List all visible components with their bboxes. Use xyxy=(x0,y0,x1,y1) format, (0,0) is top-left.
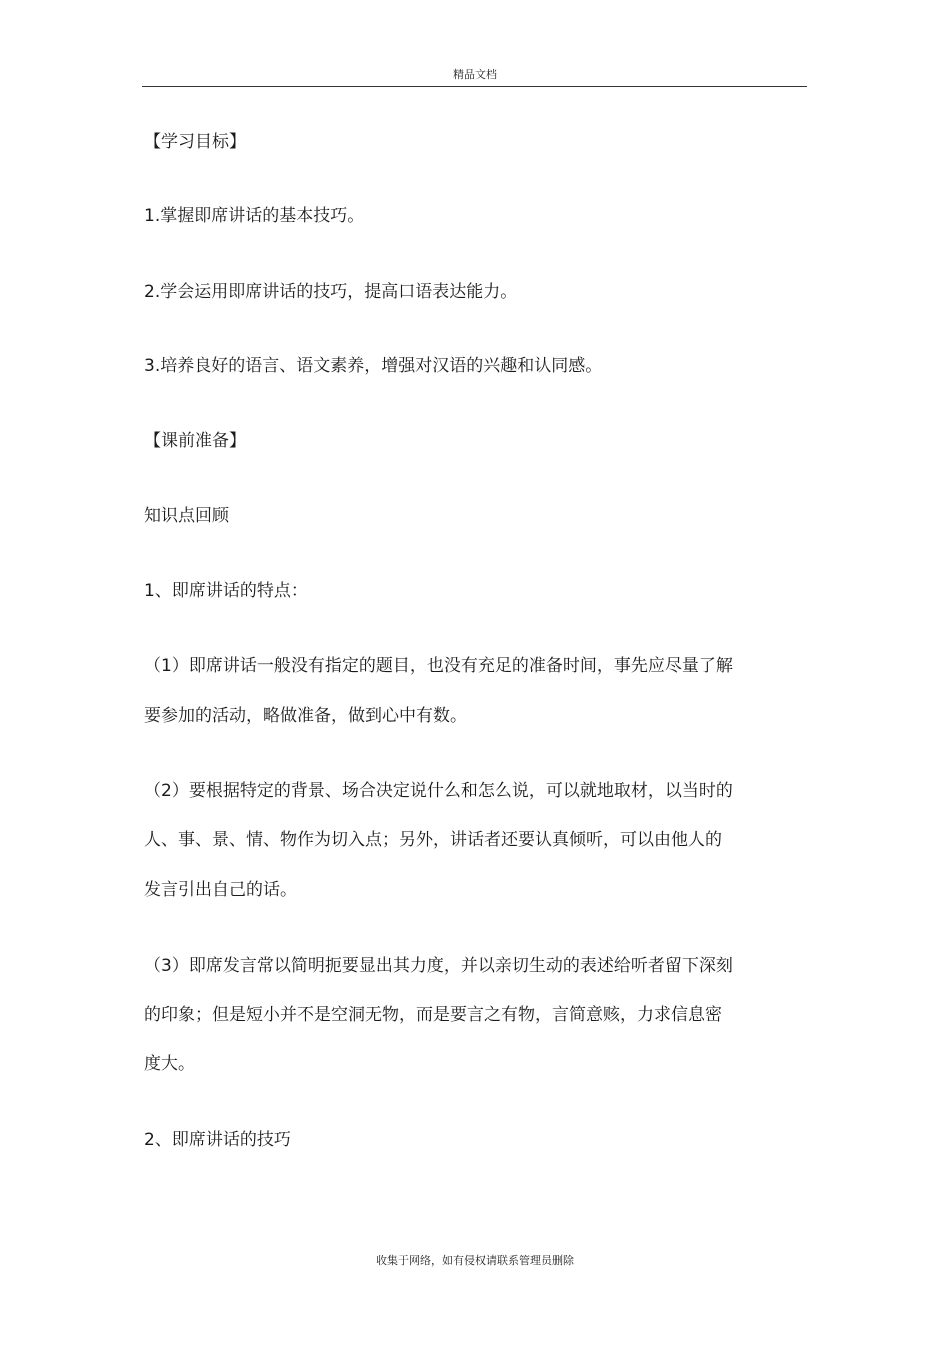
subheading-knowledge-review: 知识点回顾 xyxy=(144,506,229,526)
paragraph-line: （3）即席发言常以简明扼要显出其力度，并以亲切生动的表述给听者留下深刻 xyxy=(144,956,733,976)
goal-item-3: 3.培养良好的语言、语文素养，增强对汉语的兴趣和认同感。 xyxy=(144,356,603,376)
point-1-heading: 1、即席讲话的特点： xyxy=(144,581,308,601)
paragraph-line: 人、事、景、情、物作为切入点；另外，讲话者还要认真倾听，可以由他人的 xyxy=(144,830,722,850)
paragraph-line: 发言引出自己的话。 xyxy=(144,880,297,900)
header-divider xyxy=(142,86,807,87)
paragraph-line: （1）即席讲话一般没有指定的题目，也没有充足的准备时间，事先应尽量了解 xyxy=(144,656,733,676)
paragraph-line: 度大。 xyxy=(144,1054,195,1074)
goal-item-2: 2.学会运用即席讲话的技巧，提高口语表达能力。 xyxy=(144,282,518,302)
point-2-heading: 2、即席讲话的技巧 xyxy=(144,1130,291,1150)
page-footer: 收集于网络，如有侵权请联系管理员删除 xyxy=(376,1254,574,1267)
header-title: 精品文档 xyxy=(453,68,497,81)
paragraph-line: 的印象；但是短小并不是空洞无物，而是要言之有物，言简意赅，力求信息密 xyxy=(144,1005,722,1025)
paragraph-line: 要参加的活动，略做准备，做到心中有数。 xyxy=(144,706,467,726)
paragraph-line: （2）要根据特定的背景、场合决定说什么和怎么说，可以就地取材，以当时的 xyxy=(144,781,733,801)
section-heading-learning-goals: 【学习目标】 xyxy=(144,132,246,152)
goal-item-1: 1.掌握即席讲话的基本技巧。 xyxy=(144,206,365,226)
section-heading-preparation: 【课前准备】 xyxy=(144,431,246,451)
